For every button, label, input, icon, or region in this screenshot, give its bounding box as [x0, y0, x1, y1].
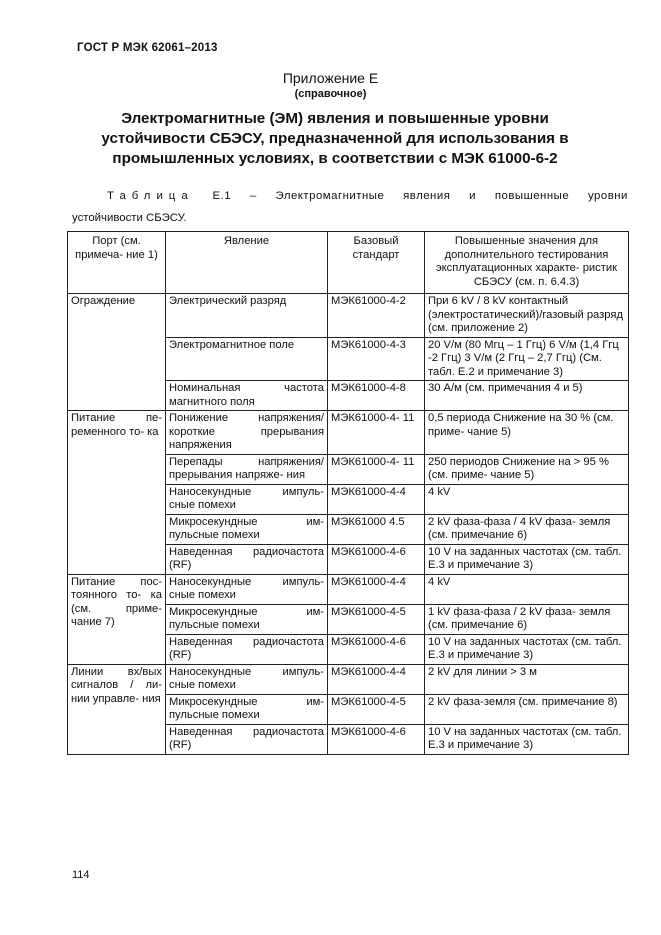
standard-cell: МЭК61000-4-5 [328, 694, 425, 724]
header-phenomenon: Явление [166, 232, 328, 294]
phenomenon-cell: Наносекундные импуль- сные помехи [166, 484, 328, 514]
levels-cell: 4 kV [425, 574, 629, 604]
phenomenon-cell: Электрический разряд [166, 294, 328, 338]
header-port: Порт (см. примеча- ние 1) [68, 232, 166, 294]
appendix-title: Приложение Е [282, 70, 379, 86]
phenomenon-cell: Микросекундные им- пульсные помехи [166, 514, 328, 544]
table-row [68, 294, 629, 338]
table-row [68, 411, 629, 455]
standard-cell: МЭК61000 4.5 [328, 514, 425, 544]
port-cell: Питание пос- тоянного то- ка (см. приме- чание 7) [68, 574, 166, 664]
caption-word: Электромагнитные [275, 190, 385, 202]
levels-cell: 2 kV фаза-фаза / 4 kV фаза- земля (см. примечание 6) [425, 514, 629, 544]
phenomenon-cell: Наведенная радиочастота (RF) [166, 544, 328, 574]
phenomenon-cell: Наносекундные импуль- сные помехи [166, 664, 328, 694]
standard-cell: МЭК61000-4-6 [328, 724, 425, 754]
section-title [90, 109, 580, 169]
phenomenon-cell: Наведенная радиочастота (RF) [166, 724, 328, 754]
levels-cell: 0,5 периода Снижение на 30 % (см. приме- чание 5) [425, 411, 629, 455]
caption-word: – [249, 190, 257, 202]
phenomenon-cell: Перепады напряжения/ прерывания напряже- ния [166, 454, 328, 484]
table-row [68, 574, 629, 604]
phenomenon-cell: Микросекундные им- пульсные помехи [166, 694, 328, 724]
port-cell: Питание пе- ременного то- ка [68, 411, 166, 575]
section-title-line: устойчивости СБЭСУ, предназначенной для использования в [101, 130, 569, 147]
immunity-table [67, 231, 629, 755]
levels-cell: 2 kV фаза-земля (см. примечание 8) [425, 694, 629, 724]
standard-cell: МЭК61000-4-2 [328, 294, 425, 338]
port-cell: Ограждение [68, 294, 166, 411]
caption-word: Е.1 [212, 190, 232, 202]
table-caption [72, 185, 628, 229]
caption-word: повышенные [494, 190, 570, 202]
levels-cell: При 6 kV / 8 kV контактный (электростатический)/газовый разряд (см. приложение 2) [425, 294, 629, 338]
header-standard: Базовый стандарт [328, 232, 425, 294]
appendix-subtitle: (справочное) [294, 88, 367, 100]
levels-cell: 10 V на заданных частотах (см. табл. Е.3 и примечание 3) [425, 544, 629, 574]
standard-cell: МЭК61000-4- 11 [328, 411, 425, 455]
standard-cell: МЭК61000-4-5 [328, 604, 425, 634]
caption-word: и [469, 190, 477, 202]
page-number: 114 [72, 869, 90, 881]
levels-cell: 2 kV для линии > 3 м [425, 664, 629, 694]
phenomenon-cell: Микросекундные им- пульсные помехи [166, 604, 328, 634]
caption-word: явления [403, 190, 451, 202]
standard-cell: МЭК61000-4-3 [328, 337, 425, 381]
port-cell: Линии вх/вых сигналов / ли- нии управле- ния [68, 664, 166, 754]
levels-cell: 250 периодов Снижение на > 95 % (см. приме- чание 5) [425, 454, 629, 484]
phenomenon-cell: Понижение напряжения/ короткие прерывания напряжения [166, 411, 328, 455]
levels-cell: 10 V на заданных частотах (см. табл. Е.3 и примечание 3) [425, 724, 629, 754]
phenomenon-cell: Наносекундные импуль- сные помехи [166, 574, 328, 604]
table-header-row [68, 232, 629, 294]
phenomenon-cell: Номинальная частота магнитного поля [166, 381, 328, 411]
standard-cell: МЭК61000-4-4 [328, 484, 425, 514]
standard-cell: МЭК61000-4-8 [328, 381, 425, 411]
standard-cell: МЭК61000-4-6 [328, 634, 425, 664]
levels-cell: 4 kV [425, 484, 629, 514]
section-title-line: Электромагнитные (ЭМ) явления и повышенные уровни [121, 110, 549, 127]
standard-cell: МЭК61000-4- 11 [328, 454, 425, 484]
caption-word: Таблица [107, 190, 194, 202]
caption-line: устойчивости СБЭСУ. [72, 212, 187, 224]
levels-cell: 30 А/м (см. примечания 4 и 5) [425, 381, 629, 411]
phenomenon-cell: Электромагнитное поле [166, 337, 328, 381]
table-row [68, 664, 629, 694]
levels-cell: 20 V/м (80 Мгц – 1 Ггц) 6 V/м (1,4 Ггц -2 Ггц) 3 V/м (2 Ггц – 2,7 Ггц) (См. табл. Е.2 и примечание 3) [425, 337, 629, 381]
levels-cell: 1 kV фаза-фаза / 2 kV фаза- земля (см. примечание 6) [425, 604, 629, 634]
section-title-line: промышленных условиях, в соответствии с МЭК 61000-6-2 [112, 150, 558, 167]
caption-word: уровни [587, 190, 628, 202]
standard-cell: МЭК61000-4-4 [328, 664, 425, 694]
levels-cell: 10 V на заданных частотах (см. табл. Е.3 и примечание 3) [425, 634, 629, 664]
standard-cell: МЭК61000-4-4 [328, 574, 425, 604]
header-levels: Повышенные значения для дополнительного тестирования эксплуатационных характе- ристик СБЭСУ (см. п. 6.4.3) [425, 232, 629, 294]
phenomenon-cell: Наведенная радиочастота (RF) [166, 634, 328, 664]
standard-cell: МЭК61000-4-6 [328, 544, 425, 574]
document-header: ГОСТ Р МЭК 62061–2013 [77, 42, 218, 54]
